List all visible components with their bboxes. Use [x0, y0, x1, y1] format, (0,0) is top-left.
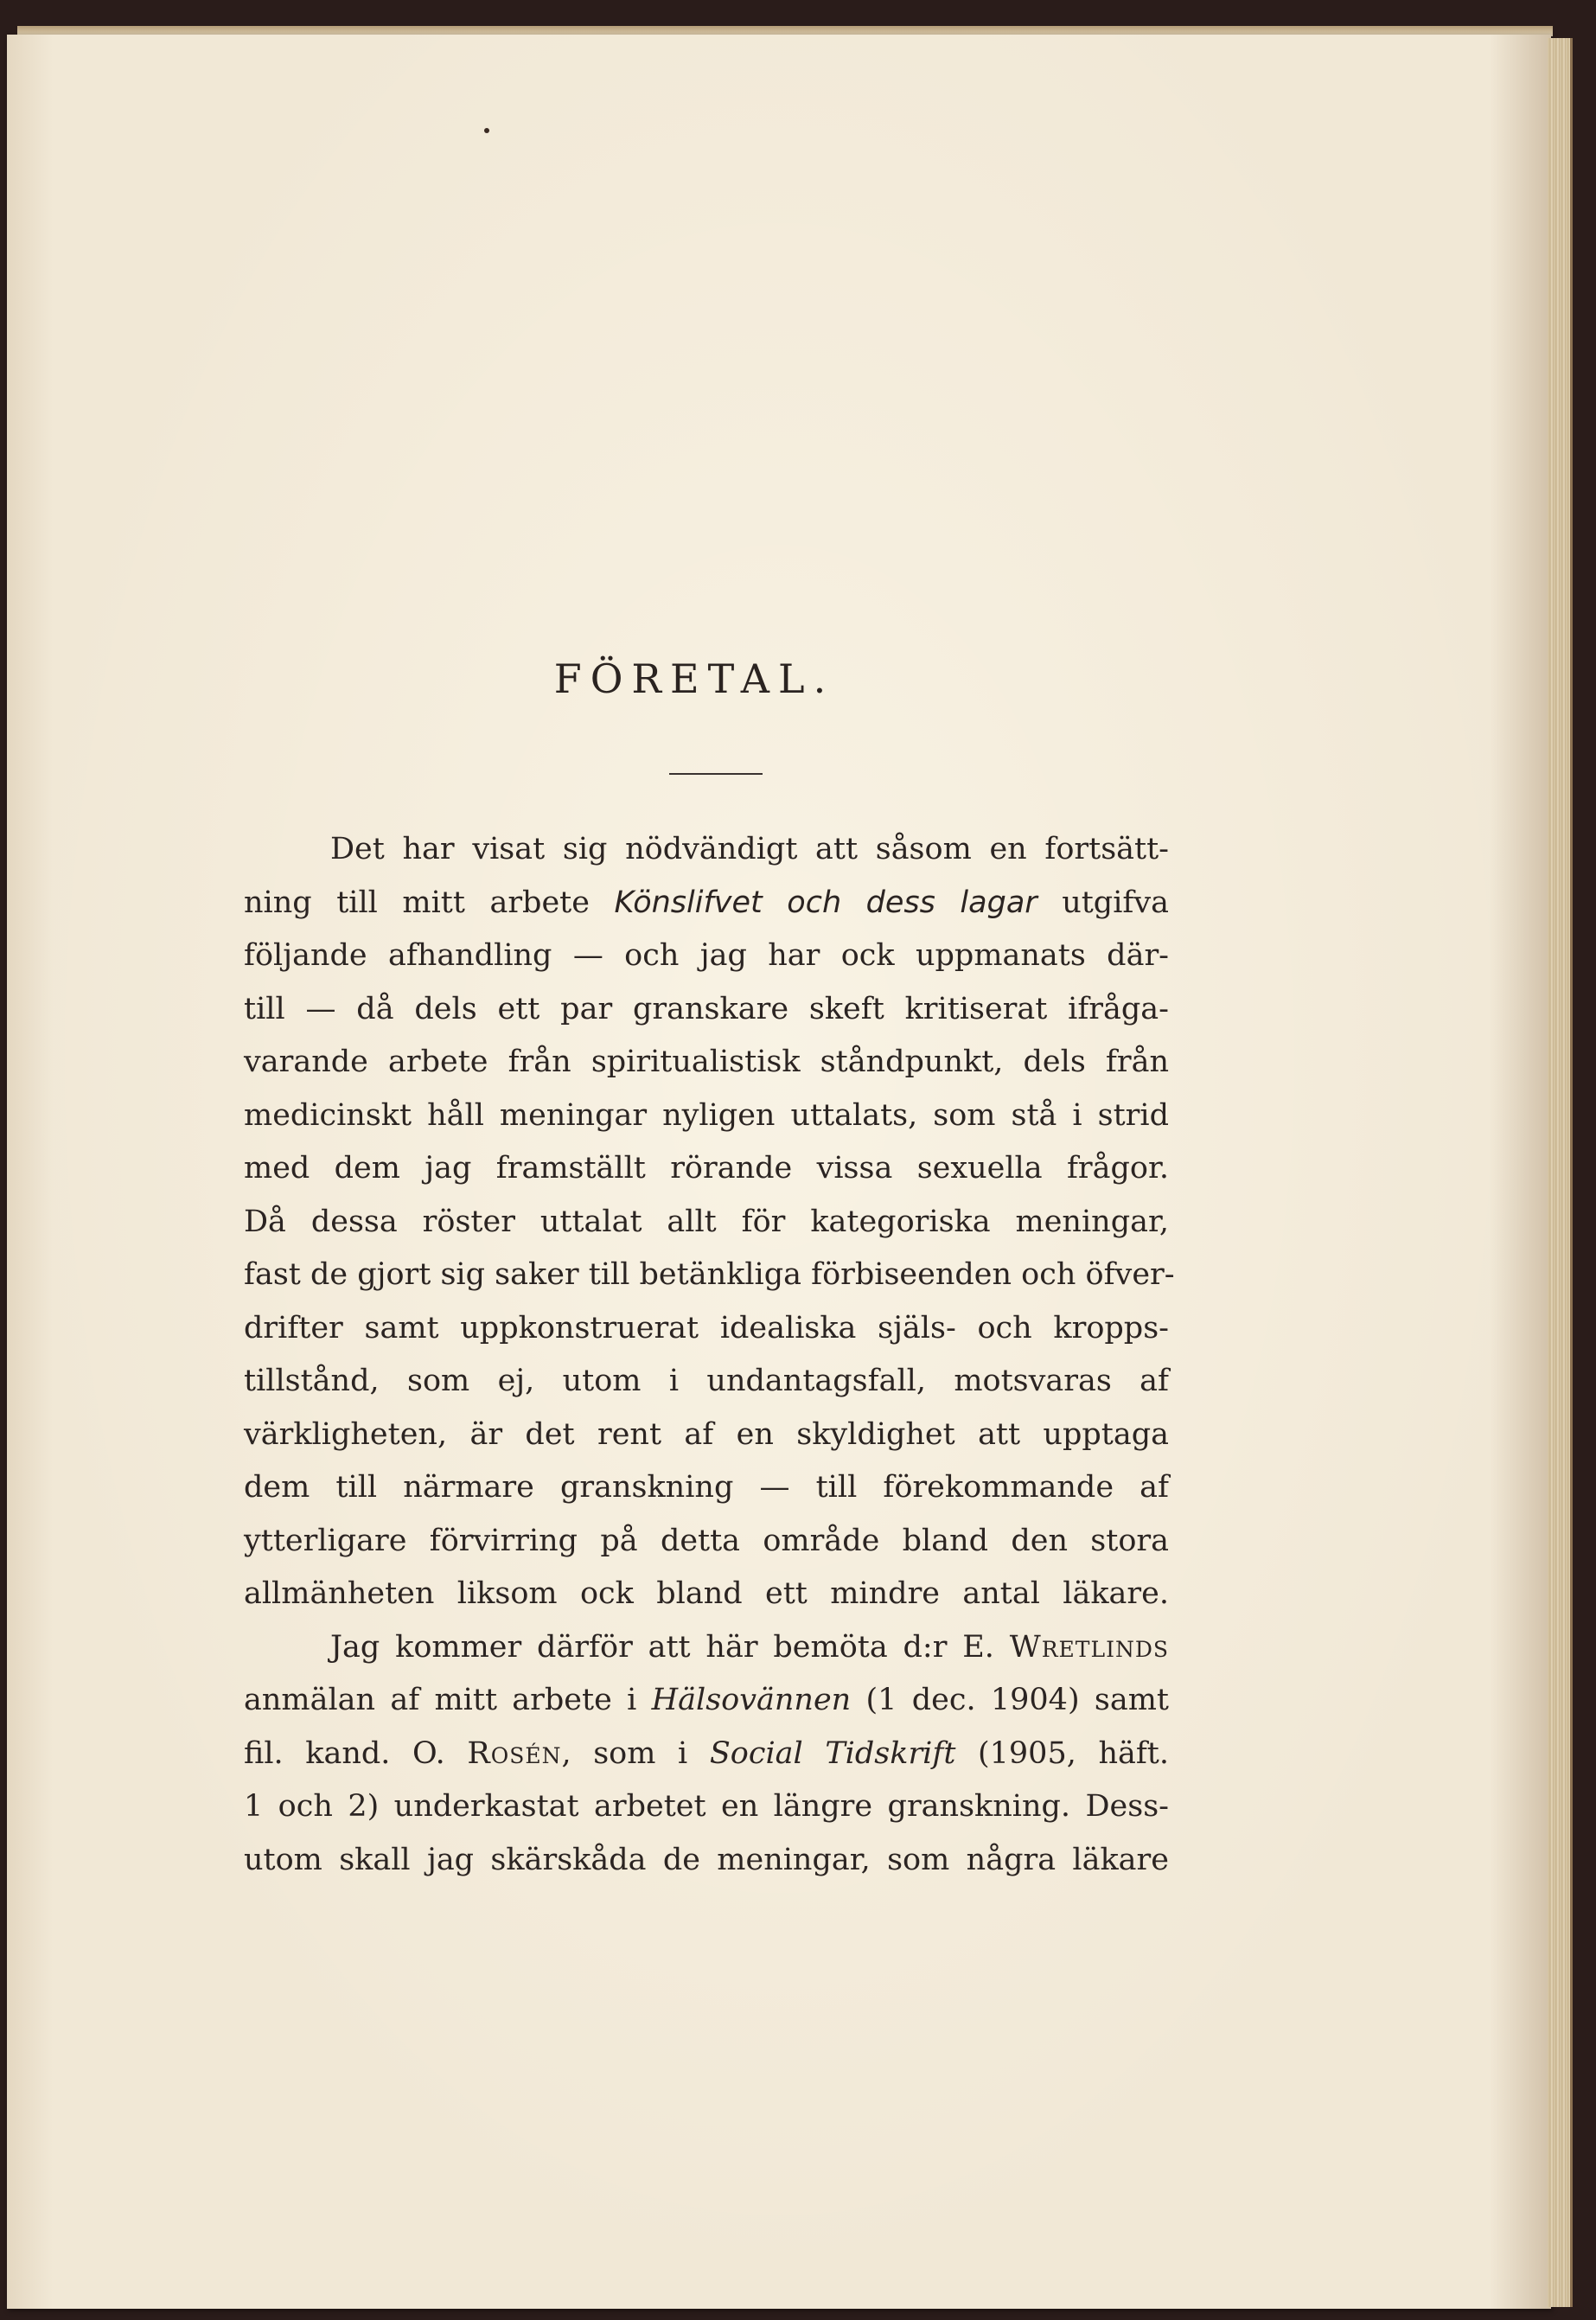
text-line [244, 1728, 1169, 1781]
text-line [244, 1142, 1169, 1196]
text-line [244, 1621, 1169, 1675]
text-line [244, 1780, 1169, 1834]
text-line [244, 1461, 1169, 1515]
text-run: till — då dels ett par granskare skeft kritiserat ifråga- [244, 991, 1169, 1026]
styled-text-run: Wretlinds [1009, 1629, 1169, 1665]
page-title: FÖRETAL. [553, 655, 835, 702]
text-run: med dem jag framställt rörande vissa sexuella frågor. [244, 1151, 1169, 1186]
text-line [244, 1196, 1169, 1249]
text-line [244, 1515, 1169, 1569]
text-run: drifter samt uppkonstruerat idealiska själs- och kropps- [244, 1310, 1169, 1345]
text-run: värkligheten, är det rent af en skyldighet att upptaga [244, 1416, 1169, 1452]
text-line [244, 1568, 1169, 1621]
styled-text-run: Social Tidskrift [709, 1735, 956, 1771]
text-run: följande afhandling — och jag har ock uppmanats där- [244, 938, 1169, 973]
page-stack-edge [1548, 38, 1573, 2307]
text-run: tillstånd, som ej, utom i undantagsfall, motsvaras af [244, 1364, 1169, 1398]
body-text [244, 823, 1175, 1887]
styled-text-run: Hälsovännen [651, 1683, 852, 1717]
text-line [244, 930, 1169, 983]
text-run: (1905, häft. [955, 1735, 1169, 1771]
text-line [244, 1674, 1169, 1728]
text-run: fast de gjort sig saker till betänkliga förbiseenden och öfver- [244, 1257, 1175, 1292]
text-run: 1 och 2) underkastat arbetet en längre granskning. Dess- [244, 1789, 1169, 1824]
text-run: ning till mitt arbete [244, 885, 615, 920]
text-run: dem till närmare granskning — till förekommande af [244, 1470, 1169, 1505]
text-run: allmänheten liksom ock bland ett mindre antal läkare. [244, 1576, 1169, 1611]
text-line [244, 1834, 1169, 1888]
book-page [7, 35, 1551, 2309]
text-line [244, 877, 1169, 930]
text-line [244, 1090, 1169, 1143]
text-run: Det har visat sig nödvändigt att såsom en fortsätt- [330, 832, 1169, 866]
text-run: ytterligare förvirring på detta område bland den stora [244, 1523, 1169, 1558]
title-rule [669, 773, 763, 775]
styled-text-run: Könslifvet och dess lagar [614, 885, 1037, 920]
text-line [244, 1355, 1169, 1409]
text-run: fil. kand. O. [244, 1735, 468, 1771]
text-run: utom skall jag skärskåda de meningar, som några läkare [244, 1842, 1169, 1877]
text-line [244, 823, 1169, 877]
styled-text-run: Rosén [467, 1735, 562, 1771]
text-line [244, 1249, 1175, 1302]
text-run: Jag kommer därför att här bemöta d:r E. [330, 1629, 1010, 1665]
text-line [244, 1409, 1169, 1462]
paper-speck [484, 128, 489, 133]
text-run: varande arbete från spiritualistisk ståndpunkt, dels från [244, 1045, 1169, 1079]
text-run: medicinskt håll meningar nyligen uttalats, som stå i strid [244, 1097, 1169, 1133]
text-line [244, 1036, 1169, 1090]
text-line [244, 983, 1169, 1037]
text-run: , som i [561, 1735, 710, 1771]
text-run: Då dessa röster uttalat allt för kategoriska meningar, [244, 1204, 1169, 1239]
text-line [244, 1302, 1169, 1356]
text-run: utgifva [1037, 885, 1169, 920]
text-run: anmälan af mitt arbete i [244, 1683, 652, 1717]
text-run: (1 dec. 1904) samt [851, 1683, 1169, 1717]
